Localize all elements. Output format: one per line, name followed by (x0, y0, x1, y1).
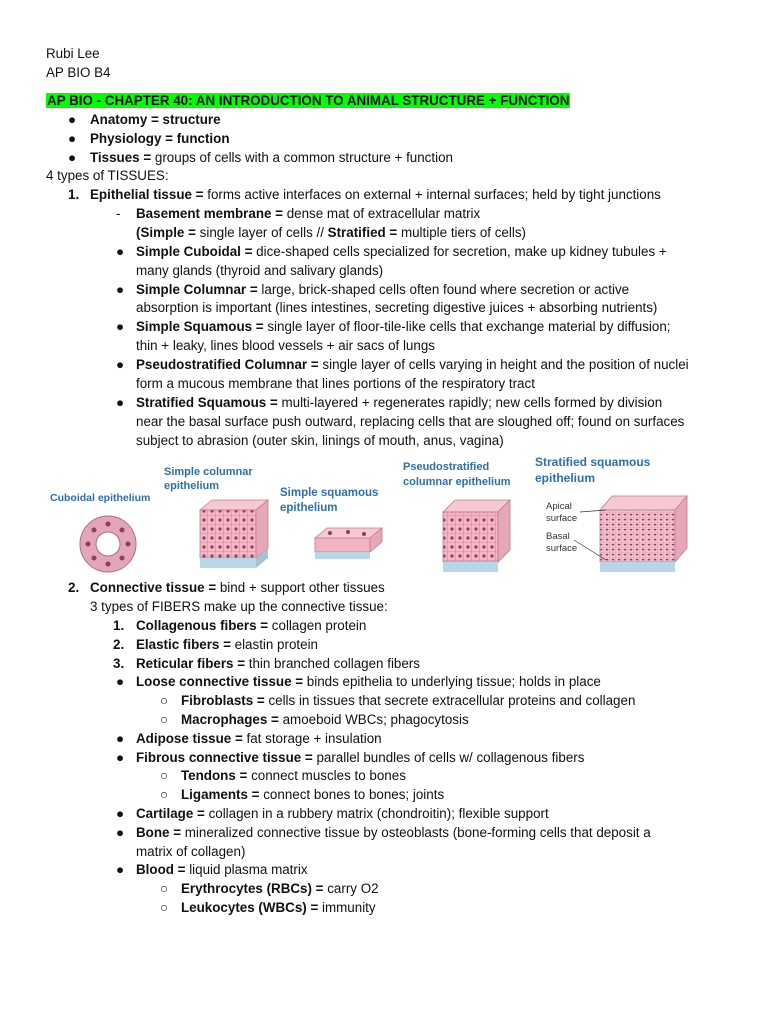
list-item-stratified-cont: subject to abrasion (outer skin, linings of mouth, anus, vagina) (136, 433, 504, 448)
course-name: AP BIO B4 (46, 65, 111, 80)
circle-bullet-icon: ○ (160, 787, 169, 802)
list-item-pseudostratified-cont: form a mucous membrane that lines portions of the respiratory tract (136, 376, 535, 391)
list-item-erythrocytes: Erythrocytes (RBCs) = carry O2 (181, 881, 379, 896)
dash-icon: - (116, 206, 121, 221)
caption-squamous-2: epithelium (280, 502, 338, 514)
chapter-title (46, 92, 570, 110)
label-apical-1: Apical (546, 501, 572, 512)
circle-bullet-icon: ○ (160, 693, 169, 708)
bullet-icon: ● (116, 357, 125, 372)
label-basal-2: surface (546, 543, 578, 554)
list-item-anatomy: Anatomy = structure (90, 112, 221, 127)
list-item-squamous-cont: thin + leaky, lines blood vessels + air sacs of lungs (136, 338, 435, 353)
list-item-basement: Basement membrane = dense mat of extracellular matrix (136, 206, 481, 221)
list-item-leukocytes: Leukocytes (WBCs) = immunity (181, 900, 376, 915)
list-item-epithelial: Epithelial tissue = forms active interfaces on external + internal surfaces; held by tight junctions (90, 187, 661, 202)
list-item-connective: Connective tissue = bind + support other tissues (90, 580, 385, 595)
caption-stratified-2: epithelium (535, 471, 596, 485)
fibers-line: 3 types of FIBERS make up the connective tissue: (90, 599, 388, 614)
author-name: Rubi Lee (46, 46, 100, 61)
bullet-icon: ● (116, 319, 125, 334)
list-item-cartilage: Cartilage = collagen in a rubbery matrix (chondroitin); flexible support (136, 806, 549, 821)
list-item-physiology: Physiology = function (90, 131, 230, 146)
bullet-icon: ● (116, 862, 125, 877)
caption-columnar-1: Simple columnar (164, 466, 253, 478)
caption-columnar-2: epithelium (164, 480, 220, 492)
list-item-pseudostratified: Pseudostratified Columnar = single layer of cells varying in height and the position of nuclei (136, 357, 689, 372)
list-item-fibrous: Fibrous connective tissue = parallel bundles of cells w/ collagenous fibers (136, 750, 585, 765)
caption-pseudo-2: columnar epithelium (403, 476, 511, 488)
list-item-tendons: Tendons = connect muscles to bones (181, 768, 406, 783)
bullet-icon: ● (116, 825, 125, 840)
tissue-types-line: 4 types of TISSUES: (46, 168, 169, 183)
caption-pseudo-1: Pseudostratified (403, 461, 490, 473)
pseudostratified-illustration (443, 500, 510, 572)
label-basal-1: Basal (546, 531, 570, 542)
bullet-icon: ● (116, 674, 125, 689)
epithelium-figure (40, 452, 730, 577)
list-item-columnar-cont: absorption is important (lines intestines, secreting digestive juices + absorbing nutrients) (136, 300, 658, 315)
circle-bullet-icon: ○ (160, 900, 169, 915)
list-item-bone: Bone = mineralized connective tissue by osteoblasts (bone-forming cells that deposit a (136, 825, 651, 840)
list-item-squamous: Simple Squamous = single layer of floor-tile-like cells that exchange material by diffusion; (136, 319, 671, 334)
cuboidal-illustration (80, 516, 136, 572)
bullet-icon: ● (116, 282, 125, 297)
list-number: 2. (113, 637, 125, 652)
list-item-reticular: Reticular fibers = thin branched collagen fibers (136, 656, 420, 671)
list-item-stratified-cont: near the basal surface push outward, replacing cells that are sloughed off; found on surfaces (136, 414, 685, 429)
list-number: 2. (68, 580, 80, 595)
bullet-icon: ● (68, 150, 77, 165)
list-number: 1. (68, 187, 80, 202)
bullet-icon: ● (116, 395, 125, 410)
list-item-columnar: Simple Columnar = large, brick-shaped cells often found where secretion or active (136, 282, 630, 297)
list-number: 1. (113, 618, 125, 633)
chapter-title-highlight: AP BIO - CHAPTER 40: AN INTRODUCTION TO ANIMAL STRUCTURE + FUNCTION (47, 93, 570, 108)
circle-bullet-icon: ○ (160, 768, 169, 783)
bullet-icon: ● (68, 112, 77, 127)
list-item-elastic: Elastic fibers = elastin protein (136, 637, 318, 652)
list-item-adipose: Adipose tissue = fat storage + insulation (136, 731, 382, 746)
circle-bullet-icon: ○ (160, 712, 169, 727)
caption-stratified-1: Stratified squamous (535, 455, 651, 469)
list-item-loose: Loose connective tissue = binds epithelia to underlying tissue; holds in place (136, 674, 601, 689)
simple-stratified-note: (Simple = single layer of cells // Stratified = multiple tiers of cells) (136, 225, 526, 240)
list-item-macrophages: Macrophages = amoeboid WBCs; phagocytosis (181, 712, 469, 727)
caption-squamous-1: Simple squamous (280, 487, 379, 499)
stratified-illustration (546, 496, 687, 572)
list-item-fibroblasts: Fibroblasts = cells in tissues that secrete extracellular proteins and collagen (181, 693, 636, 708)
list-item-bone-cont: matrix of collagen) (136, 844, 246, 859)
bullet-icon: ● (116, 244, 125, 259)
columnar-illustration (200, 500, 268, 568)
bullet-icon: ● (68, 131, 77, 146)
list-item-blood: Blood = liquid plasma matrix (136, 862, 308, 877)
bullet-icon: ● (116, 731, 125, 746)
label-apical-2: surface (546, 513, 578, 524)
squamous-illustration (315, 528, 382, 559)
list-item-tissues: Tissues = groups of cells with a common structure + function (90, 150, 453, 165)
list-item-cuboidal: Simple Cuboidal = dice-shaped cells specialized for secretion, make up kidney tubules + (136, 244, 667, 259)
caption-cuboidal: Cuboidal epithelium (50, 492, 151, 504)
list-number: 3. (113, 656, 125, 671)
bullet-icon: ● (116, 806, 125, 821)
list-item-collagenous: Collagenous fibers = collagen protein (136, 618, 367, 633)
list-item-cuboidal-cont: many glands (thyroid and salivary glands) (136, 263, 384, 278)
list-item-ligaments: Ligaments = connect bones to bones; joints (181, 787, 445, 802)
list-item-stratified: Stratified Squamous = multi-layered + regenerates rapidly; new cells formed by division (136, 395, 663, 410)
bullet-icon: ● (116, 750, 125, 765)
circle-bullet-icon: ○ (160, 881, 169, 896)
